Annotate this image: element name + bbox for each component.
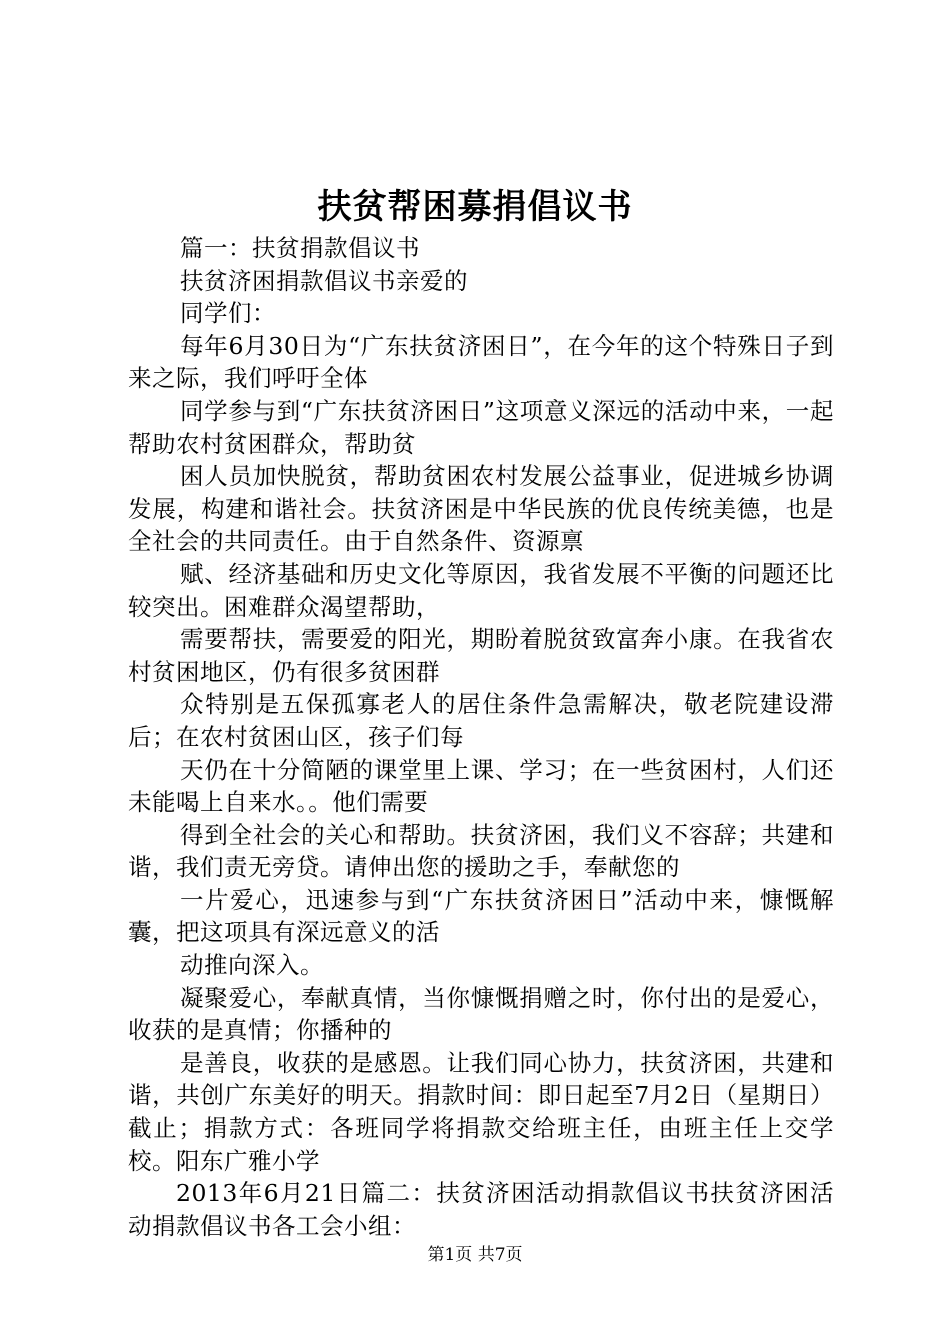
paragraph: 众特别是五保孤寡老人的居住条件急需解决，敬老院建设滞后；在农村贫困山区，孩子们每 [128,690,834,751]
paragraph: 困人员加快脱贫，帮助贫困农村发展公益事业，促进城乡协调发展，构建和谐社会。扶贫济困是中华民族的优良传统美德，也是全社会的共同责任。由于自然条件、资源禀 [128,462,834,556]
paragraph: 赋、经济基础和历史文化等原因，我省发展不平衡的问题还比较突出。困难群众渴望帮助， [128,559,834,621]
paragraph: 得到全社会的关心和帮助。扶贫济困，我们义不容辞；共建和谐，我们责无旁贷。请伸出您的援助之手，奉献您的 [128,820,834,882]
paragraph: 需要帮扶，需要爱的阳光，期盼着脱贫致富奔小康。在我省农村贫困地区，仍有很多贫困群 [128,625,834,686]
paragraph: 一片爱心，迅速参与到“广东扶贫济困日”活动中来，慷慨解囊，把这项具有深远意义的活 [128,885,834,947]
paragraph: 凝聚爱心，奉献真情，当你慷慨捐赠之时，你付出的是爱心，收获的是真情；你播种的 [128,983,834,1045]
paragraph: 每年6月30日为“广东扶贫济困日”，在今年的这个特殊日子到来之际，我们呼吁全体 [128,331,834,393]
paragraph: 动推向深入。 [180,951,324,980]
paragraph: 同学们： [180,299,276,328]
paragraph: 是善良，收获的是感恩。让我们同心协力，扶贫济困，共建和谐，共创广东美好的明天。捐款时间：即日起至7月2日（星期日）截止；捐款方式：各班同学将捐款交给班主任，由班主任上交学校。阳东广雅小学 [128,1048,834,1175]
document-body [128,232,834,1242]
paragraph: 扶贫济困捐款倡议书亲爱的 [180,266,468,295]
document-title: 扶贫帮困募捐倡议书 [317,187,633,227]
paragraph: 天仍在十分简陋的课堂里上课、学习；在一些贫困村，人们还未能喝上自来水。。他们需要 [128,755,834,817]
paragraph: 同学参与到“广东扶贫济困日”这项意义深远的活动中来，一起帮助农村贫困群众，帮助贫 [128,396,834,458]
paragraph: 2013年6月21日篇二：扶贫济困活动捐款倡议书扶贫济困活动捐款倡议书各工会小组： [128,1179,834,1240]
paragraph: 篇一：扶贫捐款倡议书 [180,234,420,262]
page-footer: 第1页 共7页 [427,1245,523,1265]
